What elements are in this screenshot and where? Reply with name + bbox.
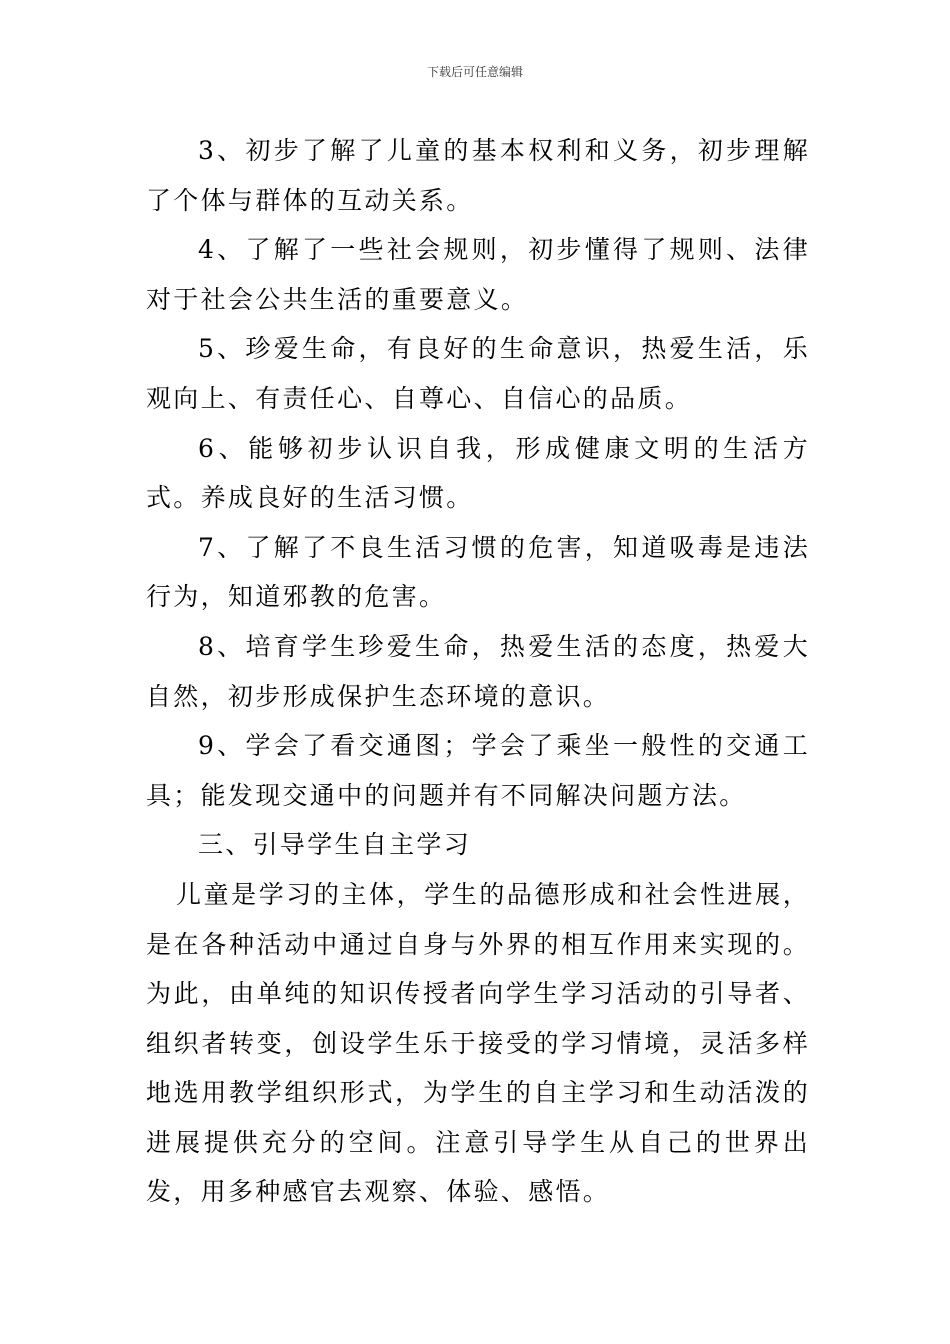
- section-heading: 三、引导学生自主学习: [198, 830, 472, 860]
- paragraph-item-9: 9、学会了看交通图；学会了乘坐一般性的交通工具；能发现交通中的问题并有不同解决问题方法。: [146, 731, 810, 810]
- paragraph-item-7: 7、了解了不良生活习惯的危害，知道吸毒是违法行为，知道邪教的危害。: [146, 532, 810, 612]
- paragraph-item-3: 3、初步了解了儿童的基本权利和义务，初步理解了个体与群体的互动关系。: [146, 136, 810, 215]
- body-paragraph: 儿童是学习的主体，学生的品德形成和社会性进展，是在各种活动中通过自身与外界的相互作用来实现的。为此，由单纯的知识传授者向学生学习活动的引导者、组织者转变，创设学生乐于接受的学习情境，灵活多样地选用教学组织形式，为学生的自主学习和生动活泼的进展提供充分的空间。注意引导学生从自己的世界出发，用多种感官去观察、体验、感悟。: [146, 879, 810, 1207]
- paragraph-item-5: 5、珍爱生命，有良好的生命意识，热爱生活，乐观向上、有责任心、自尊心、自信心的品质。: [146, 334, 810, 413]
- page-header: 下载后可任意编辑: [426, 65, 523, 79]
- paragraph-item-6: 6、能够初步认识自我，形成健康文明的生活方式。养成良好的生活习惯。: [146, 433, 810, 513]
- paragraph-item-4: 4、了解了一些社会规则，初步懂得了规则、法律对于社会公共生活的重要意义。: [146, 235, 810, 314]
- document-body: [146, 126, 810, 1217]
- paragraph-item-8: 8、培育学生珍爱生命，热爱生活的态度，热爱大自然，初步形成保护生态环境的意识。: [146, 631, 810, 711]
